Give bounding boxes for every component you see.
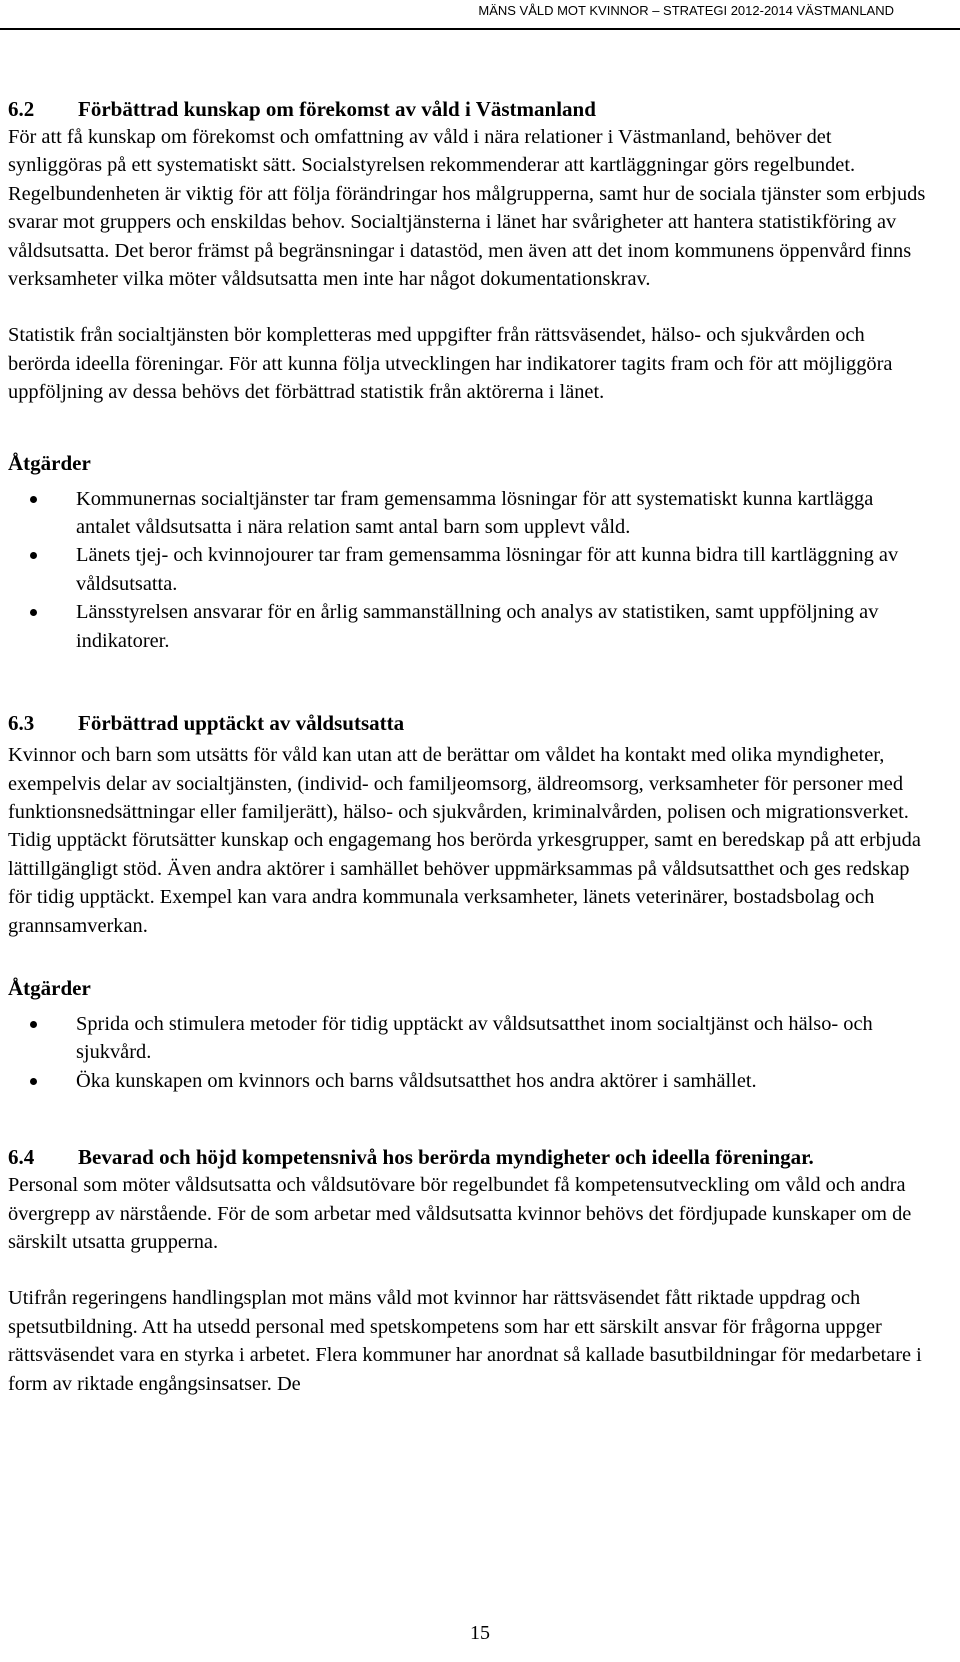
actions-list (8, 1010, 928, 1095)
list-item (8, 598, 928, 655)
section-heading-6-2 (8, 95, 928, 123)
bullet-icon (30, 552, 37, 559)
section-number: 6.3 (8, 711, 35, 736)
bullet-icon (30, 609, 37, 616)
list-item (8, 541, 928, 598)
section-number: 6.2 (8, 97, 35, 121)
section-heading-6-4 (8, 1143, 928, 1171)
page-content (8, 95, 928, 1398)
section-title: Förbättrad upptäckt av våldsutsatta (78, 711, 405, 736)
list-item-text: Kommunernas socialtjänster tar fram gemensamma lösningar för att systematiskt kunna kartlägga antalet våldsutsatta i nära relation samt antal barn som upplevt våld. (76, 487, 874, 539)
header-rule (0, 28, 960, 30)
list-item (8, 1010, 928, 1067)
section-title: Förbättrad kunskap om förekomst av våld i Västmanland (78, 97, 596, 121)
bullet-icon (30, 496, 37, 503)
paragraph: Utifrån regeringens handlingsplan mot mäns våld mot kvinnor har rättsväsendet fått riktade uppdrag och spetsutbildning. Att ha utsedd personal med spetskompetens som har ett särskilt ansvar för frågorna uppger rättsväsendet vara en styrka i arbetet. Flera kommuner har anordnat så kallade basutbildningar för medarbetare i form av riktade engångsinsatser. De (8, 1287, 922, 1395)
list-item-text: Länsstyrelsen ansvarar för en årlig sammanställning och analys av statistiken, samt uppföljning av indikatorer. (76, 601, 879, 652)
paragraph: Kvinnor och barn som utsätts för våld kan utan att de berättar om våldet ha kontakt med olika myndigheter, exempelvis delar av socialtjänsten, (individ- och familjeomsorg, äldreomsorg, verksamheter för personer med funktionsnedsättningar eller familjerätt), hälso- och sjukvården, kriminalvården, polisen och migrationsverket. Tidig upptäckt förutsätter kunskap och engagemang hos berörda yrkesgrupper, samt en beredskap på att erbjuda lättillgängligt stöd. Även andra aktörer i samhället behöver uppmärksammas på våldsutsatthet och ges redskap för tidig upptäckt. Exempel kan vara andra kommunala verksamheter, länets veterinärer, bostadsbolag och grannsamverkan. (8, 744, 921, 937)
list-item-text: Öka kunskapen om kvinnors och barns våldsutsatthet hos andra aktörer i samhället. (76, 1069, 757, 1092)
section-number: 6.4 (8, 1145, 35, 1170)
list-item (8, 1067, 928, 1095)
paragraph: För att få kunskap om förekomst och omfattning av våld i nära relationer i Västmanland, behöver det synliggöras på ett systematiskt sätt. Socialstyrelsen rekommenderar att kartläggningar görs regelbundet. Regelbundenheten är viktig för att följa förändringar hos målgrupperna, samt hur de sociala tjänster som erbjuds svarar mot gruppers och enskildas behov. Socialtjänsterna i länet har svårigheter att hantera statistikföring av våldsutsatta. Det beror främst på begränsningar i datastöd, men även att det inom kommunens öppenvård finns verksamheter vilka möter våldsutsatta men inte har något dokumentationskrav. (8, 126, 926, 291)
page-number: 15 (470, 1622, 490, 1644)
running-header: MÄNS VÅLD MOT KVINNOR – STRATEGI 2012-2014 VÄSTMANLAND (478, 3, 894, 18)
bullet-icon (30, 1021, 37, 1028)
list-item-text: Länets tjej- och kvinnojourer tar fram gemensamma lösningar för att kunna bidra till kartläggning av våldsutsatta. (76, 544, 899, 595)
list-item (8, 485, 928, 542)
bullet-icon (30, 1078, 37, 1085)
paragraph: Personal som möter våldsutsatta och våldsutövare bör regelbundet få kompetensutveckling om våld och andra övergrepp av närstående. För de som arbetar med våldsutsatta kvinnor behövs det fördjupade kunskaper om de särskilt utsatta grupperna. (8, 1174, 912, 1253)
paragraph: Statistik från socialtjänsten bör kompletteras med uppgifter från rättsväsendet, hälso- och sjukvården och berörda ideella föreningar. För att kunna följa utvecklingen har indikatorer tagits fram och för att möjliggöra uppföljning av dessa behövs det förbättrad statistik från aktörerna i länet. (8, 324, 893, 404)
section-heading-6-3 (8, 709, 928, 737)
actions-heading: Åtgärder (8, 975, 91, 1000)
actions-list (8, 485, 928, 655)
section-title: Bevarad och höjd kompetensnivå hos berörda myndigheter och ideella föreningar. (78, 1145, 814, 1170)
actions-heading: Åtgärder (8, 450, 91, 475)
list-item-text: Sprida och stimulera metoder för tidig upptäckt av våldsutsatthet inom socialtjänst och hälso- och sjukvård. (76, 1012, 873, 1064)
